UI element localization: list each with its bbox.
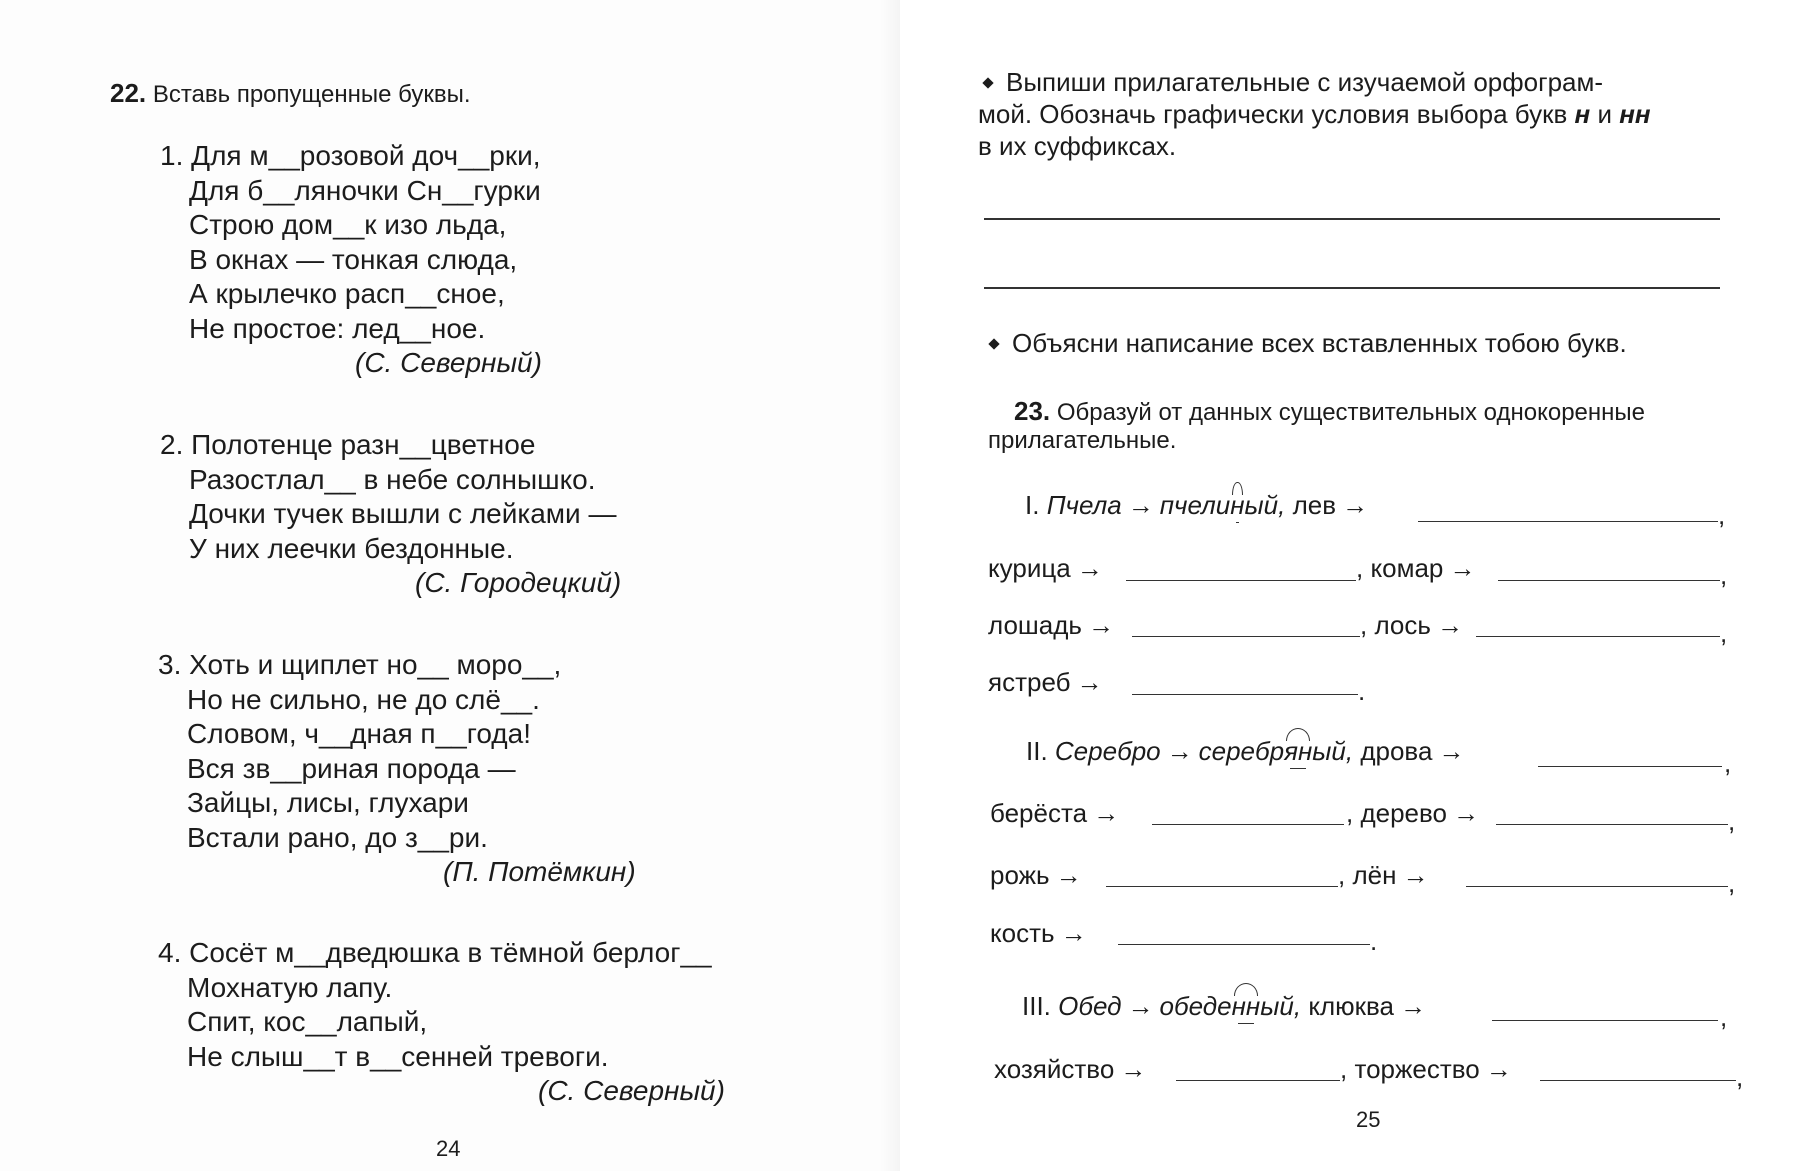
poem-author: (С. Северный) xyxy=(355,347,542,378)
answer-blank[interactable] xyxy=(1132,670,1358,695)
answer-blank[interactable] xyxy=(1152,800,1344,825)
example-noun: Серебро xyxy=(1054,736,1161,766)
page-number-left: 24 xyxy=(436,1136,461,1161)
bullet-2 xyxy=(984,327,1627,359)
answer-blank[interactable] xyxy=(1126,556,1356,581)
poem-line: Зайцы, лисы, глухари xyxy=(187,787,469,818)
word: лось xyxy=(1374,610,1431,640)
arrow-icon: → xyxy=(1060,918,1087,948)
group-label: II. xyxy=(1026,736,1048,766)
comma: , xyxy=(1718,500,1726,530)
arrow-icon: → xyxy=(1402,860,1429,890)
page-number-right: 25 xyxy=(1356,1107,1381,1132)
poem-line: Для б__ляночки Сн__гурки xyxy=(189,174,541,206)
arrow-icon: → xyxy=(1120,1054,1147,1084)
bullet-diamond-icon xyxy=(982,77,993,88)
arrow-icon: → xyxy=(1076,667,1103,697)
bullet-1 xyxy=(978,66,1798,162)
answer-blank[interactable] xyxy=(1540,1056,1736,1081)
example-noun: Пчела xyxy=(1046,490,1122,520)
poem-line: Но не сильно, не до слё__. xyxy=(187,683,540,715)
letter-n: н xyxy=(1574,99,1591,129)
task-22-instruction: Вставь пропущенные буквы. xyxy=(152,81,471,108)
poem-line: Не простое: лед__ное. xyxy=(189,312,486,344)
word: комар xyxy=(1370,553,1444,583)
group-label: I. xyxy=(1025,490,1040,520)
word-row xyxy=(988,667,1109,707)
poem-line: Мохнатую лапу. xyxy=(187,971,393,1003)
answer-blank[interactable] xyxy=(1496,800,1728,825)
comma: , xyxy=(1736,1062,1744,1092)
arrow-icon: → xyxy=(1127,991,1154,1021)
bullet-2-text: Объясни написание всех вставленных тобою букв. xyxy=(1012,328,1627,358)
answer-line[interactable] xyxy=(984,218,1720,220)
group-label: III. xyxy=(1022,991,1051,1021)
arrow-icon: → xyxy=(1449,553,1476,583)
word-row xyxy=(988,610,1120,650)
poem-line: 4. Сосёт м__дведюшка в тёмной берлог__ xyxy=(158,937,712,968)
example-noun: Обед xyxy=(1058,991,1122,1021)
word-row xyxy=(990,798,1125,838)
poem-2 xyxy=(160,428,621,601)
poem-1 xyxy=(160,139,542,381)
poem-line: Вся зв__риная порода — xyxy=(187,752,516,784)
arrow-icon: → xyxy=(1087,610,1114,640)
task-23-number: 23. xyxy=(1014,396,1051,426)
period: . xyxy=(1358,676,1366,706)
arrow-icon: → xyxy=(1436,610,1463,640)
poem-author: (С. Городецкий) xyxy=(415,567,622,598)
word: дерево xyxy=(1360,798,1447,828)
answer-blank[interactable] xyxy=(1418,497,1718,522)
arrow-icon: → xyxy=(1166,736,1193,766)
word: ястреб xyxy=(988,667,1071,697)
poem-3 xyxy=(158,648,636,890)
task-22-number: 22. xyxy=(110,78,147,108)
poem-line: Разостлал__ в небе солнышко. xyxy=(189,463,596,495)
comma: , xyxy=(1340,1054,1348,1084)
comma: , xyxy=(1346,798,1354,828)
comma: , xyxy=(1720,1002,1728,1032)
comma: , xyxy=(1720,560,1728,590)
bullet-diamond-icon xyxy=(988,338,999,349)
arrow-icon: → xyxy=(1453,798,1479,828)
comma: , xyxy=(1720,618,1728,648)
task-23-instruction-2: прилагательные. xyxy=(988,427,1177,454)
word: клюква xyxy=(1308,991,1395,1021)
answer-blank[interactable] xyxy=(1498,556,1720,581)
answer-blank[interactable] xyxy=(1176,1056,1340,1081)
poem-author: (П. Потёмкин) xyxy=(443,856,636,887)
word: кость xyxy=(990,918,1055,948)
answer-blank[interactable] xyxy=(1118,920,1370,945)
comma: , xyxy=(1728,868,1736,898)
arrow-icon: → xyxy=(1076,553,1103,583)
poem-line: 2. Полотенце разн__цветное xyxy=(160,429,536,460)
poem-line: Словом, ч__дная п__года! xyxy=(187,718,531,749)
answer-blank[interactable] xyxy=(1106,862,1338,887)
group-3-example-row xyxy=(1022,991,1432,1031)
poem-author: (С. Северный) xyxy=(538,1075,725,1106)
word: лев xyxy=(1292,490,1337,520)
poem-line: Дочки тучек вышли с лейками — xyxy=(189,498,617,529)
poem-line: А крылечко расп__сное, xyxy=(189,278,505,309)
word: лошадь xyxy=(988,610,1082,640)
arrow-icon: → xyxy=(1342,490,1369,520)
poem-line: В окнах — тонкая слюда, xyxy=(189,243,518,275)
answer-blank[interactable] xyxy=(1132,612,1360,637)
letter-nn: нн xyxy=(1619,99,1651,129)
word: хозяйство xyxy=(994,1054,1115,1084)
answer-blank[interactable] xyxy=(1538,742,1722,767)
word-row xyxy=(988,553,1109,593)
answer-line[interactable] xyxy=(984,287,1720,289)
group-2-example-row xyxy=(1026,736,1470,776)
word: рожь xyxy=(990,860,1050,890)
comma: , xyxy=(1338,860,1346,890)
word-row xyxy=(1360,610,1469,650)
word: берёста xyxy=(990,798,1088,828)
right-page xyxy=(900,0,1804,1171)
arrow-icon: → xyxy=(1127,490,1154,520)
comma: , xyxy=(1356,553,1364,583)
word-row xyxy=(1346,798,1485,838)
word: дрова xyxy=(1360,736,1433,766)
word: курица xyxy=(988,553,1071,583)
word: лён xyxy=(1352,860,1397,890)
poem-line: 1. Для м__розовой доч__рки, xyxy=(160,140,541,171)
poem-line: Строю дом__к изо льда, xyxy=(189,209,507,240)
example-adjective: обеденный, xyxy=(1159,991,1302,1021)
poem-line: Спит, кос__лапый, xyxy=(187,1006,428,1037)
answer-blank[interactable] xyxy=(1466,862,1728,887)
example-adjective: серебряный, xyxy=(1198,736,1354,766)
arrow-icon: → xyxy=(1485,1054,1512,1084)
word-row xyxy=(1356,553,1481,593)
left-page xyxy=(0,0,900,1171)
bullet-1-line3: в их суффиксах. xyxy=(978,131,1177,161)
example-adjective: пчелиный, xyxy=(1159,490,1286,520)
answer-blank[interactable] xyxy=(1476,612,1720,637)
word-row xyxy=(1340,1054,1518,1094)
word-row xyxy=(990,918,1093,958)
word: торжество xyxy=(1354,1054,1480,1084)
poem-line: 3. Хоть и щиплет но__ моро__, xyxy=(158,649,562,680)
arrow-icon: → xyxy=(1400,991,1427,1021)
answer-blank[interactable] xyxy=(1492,996,1718,1021)
poem-line: Встали рано, до з__ри. xyxy=(187,821,488,853)
arrow-icon: → xyxy=(1093,798,1120,828)
word-row xyxy=(1338,860,1434,900)
task-22-title xyxy=(110,78,471,109)
arrow-icon: → xyxy=(1055,860,1082,890)
comma: , xyxy=(1728,806,1736,836)
task-23-title xyxy=(1014,396,1645,427)
arrow-icon: → xyxy=(1438,736,1465,766)
bullet-1-line1: Выпиши прилагательные с изучаемой орфограм- xyxy=(1006,67,1604,97)
bullet-1-line2: мой. Обозначь графически условия выбора букв xyxy=(978,99,1575,129)
word-row xyxy=(990,860,1088,900)
comma: , xyxy=(1724,748,1732,778)
bullet-1-conj: и xyxy=(1590,99,1620,129)
poem-line: Не слыш__т в__сенней тревоги. xyxy=(187,1040,609,1072)
group-1-example-row xyxy=(1025,490,1374,530)
comma: , xyxy=(1360,610,1368,640)
poem-4 xyxy=(158,936,725,1109)
period: . xyxy=(1370,926,1378,956)
word-row xyxy=(994,1054,1152,1094)
poem-line: У них леечки бездонные. xyxy=(189,532,514,564)
task-23-instruction-1: Образуй от данных существительных однокоренные xyxy=(1056,399,1646,426)
